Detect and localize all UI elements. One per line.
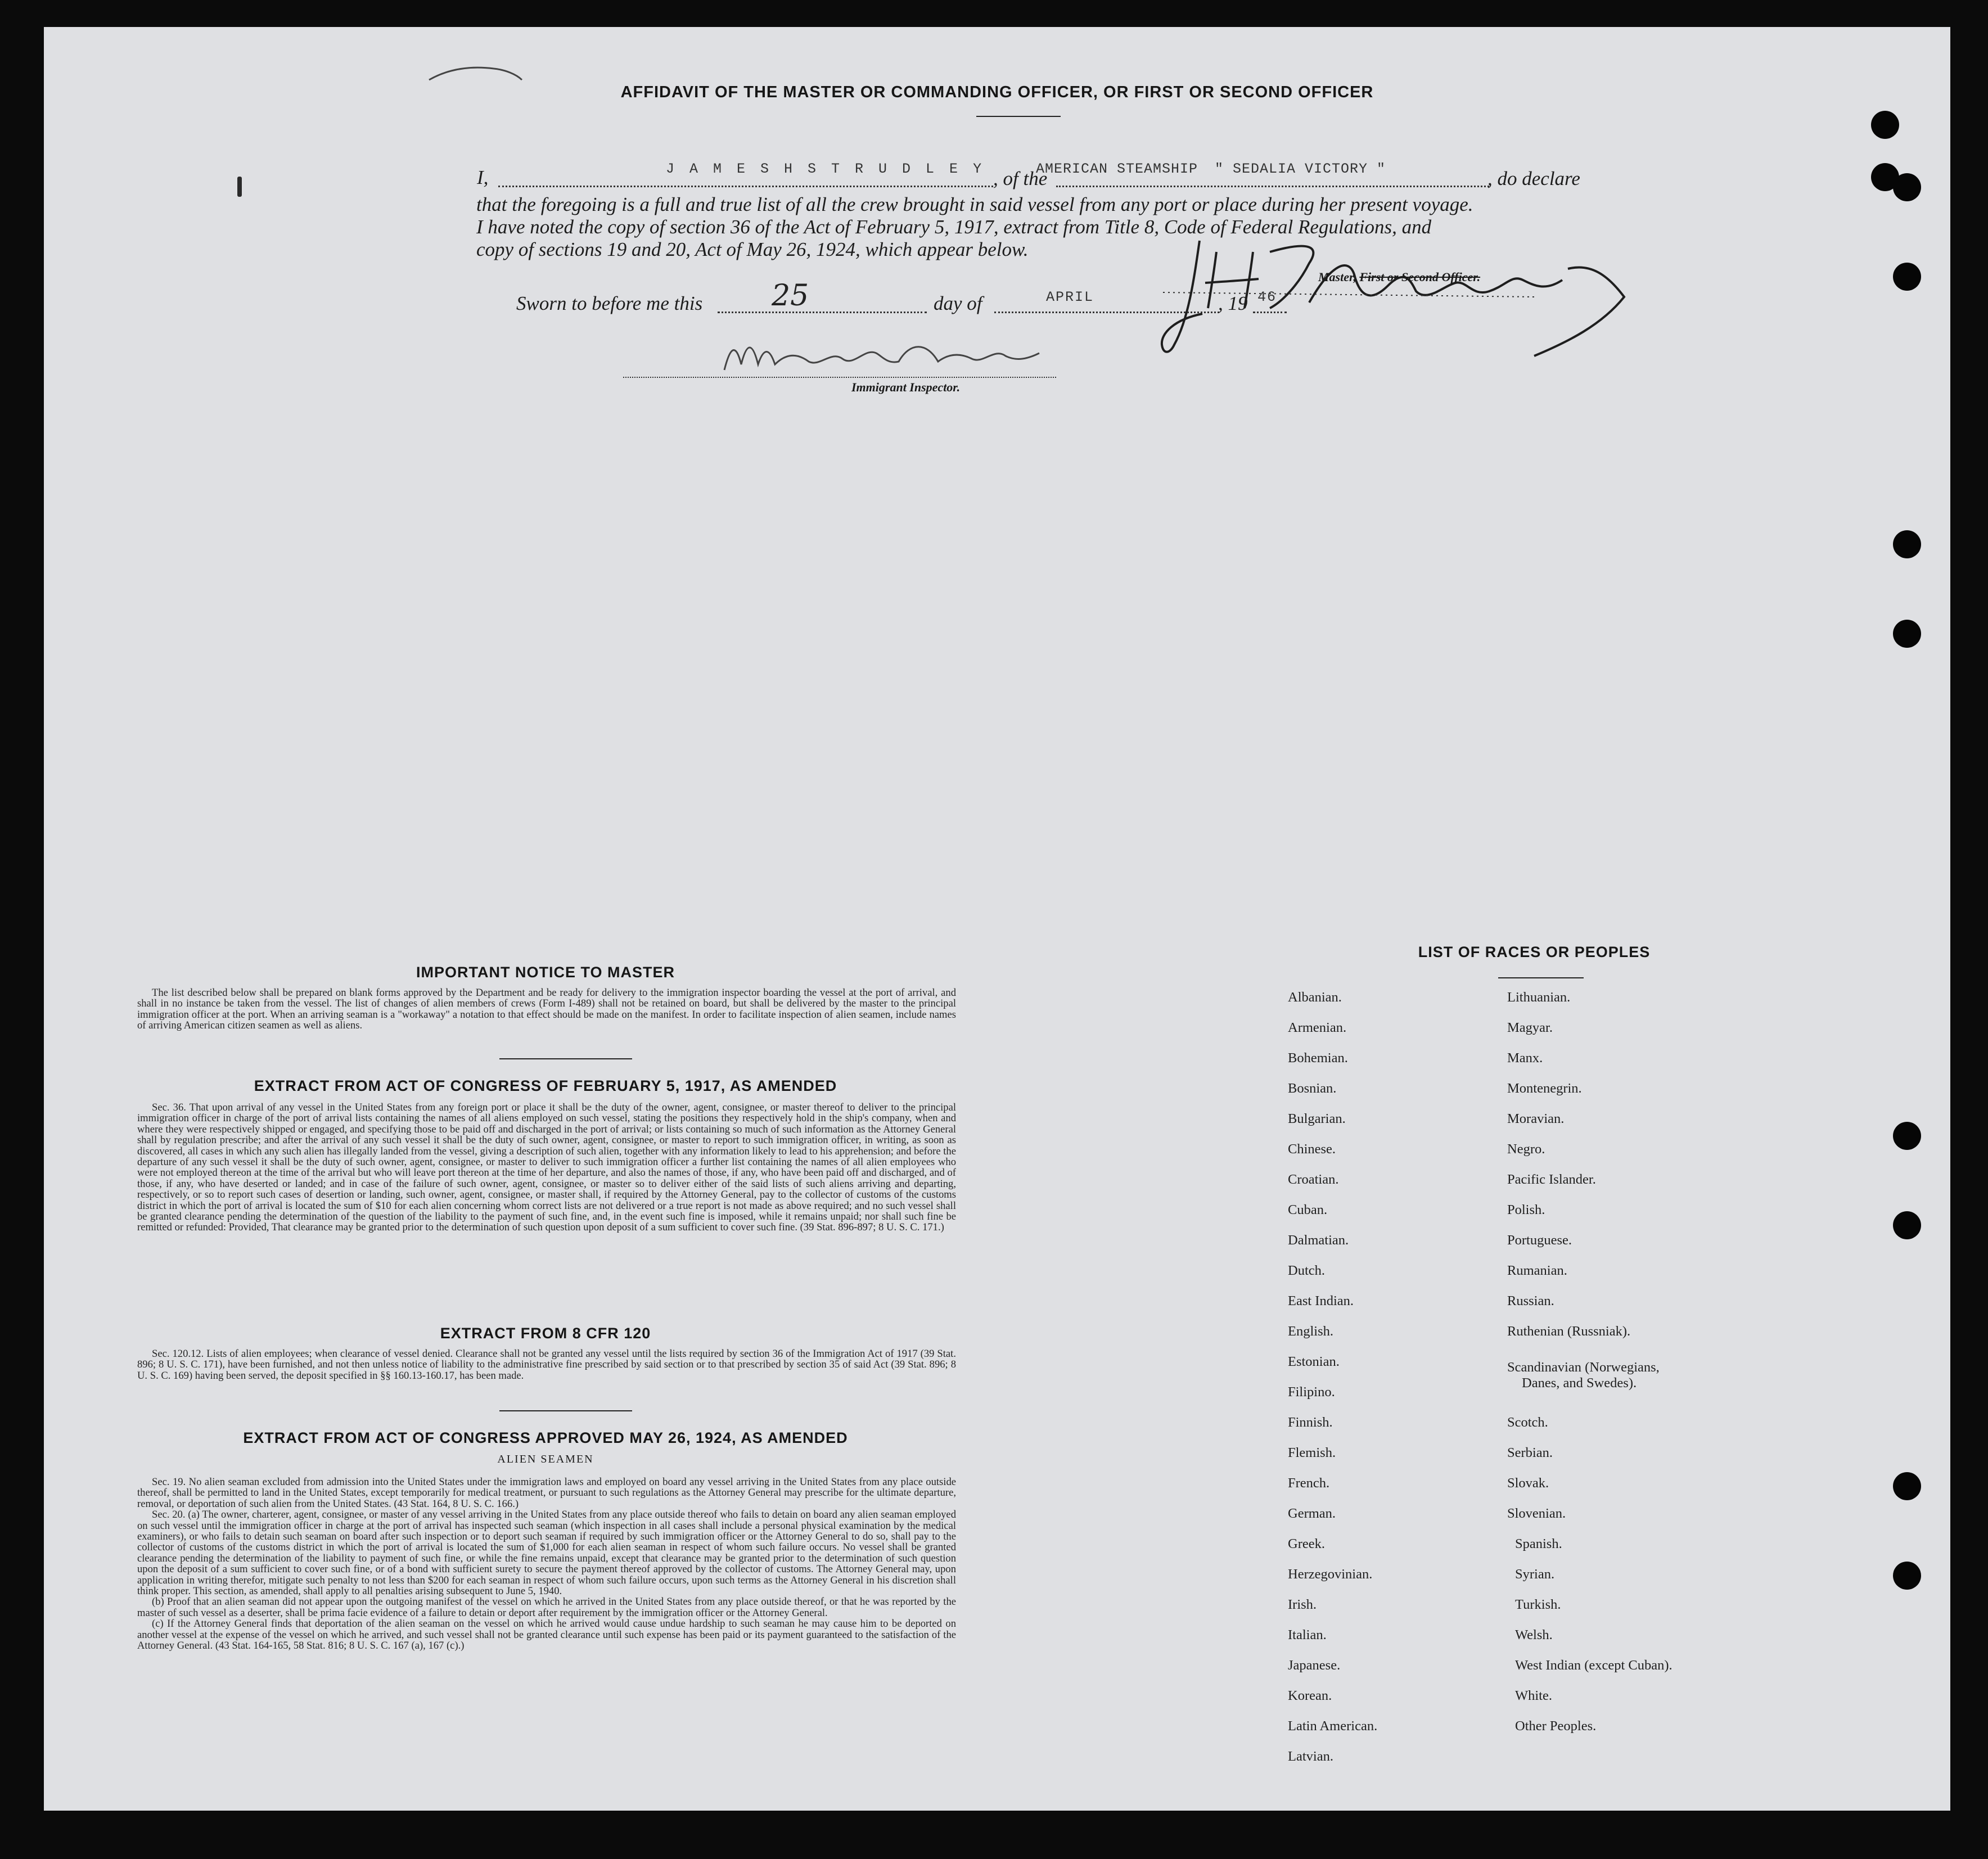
notice-title: IMPORTANT NOTICE TO MASTER [416,964,675,981]
declaration-line-2: that the foregoing is a full and true list of all the crew brought in said vessel from any port or place during her present voyage. [476,193,1473,215]
master-name-field-line [498,186,993,187]
race-item: Latin American. [1288,1718,1378,1734]
race-item: Herzegovinian. [1288,1567,1373,1582]
affidavit-title: AFFIDAVIT OF THE MASTER OR COMMANDING OFFICER, OR FIRST OR SECOND OFFICER [620,83,1374,101]
race-item: Montenegrin. [1507,1081,1582,1096]
pencil-mark [426,63,528,85]
do-declare-text: , do declare [1487,168,1580,189]
punch-hole [1871,111,1899,139]
alien-seamen-subtitle: ALIEN SEAMEN [497,1453,594,1465]
race-item: Welsh. [1515,1627,1553,1643]
race-item: Irish. [1288,1597,1317,1612]
race-item: Magyar. [1507,1020,1553,1035]
notice-body: The list described below shall be prepared on blank forms approved by the Department and be ready for delivery to the immigration inspector boarding the vessel at the port of arrival, and shall in no instance be taken from the vessel. The list of changes of alien members of crews (Form I-489) shall not be retained on board, but shall be delivered by the master to the principal immigration officer at the port. When an arriving seaman is a "workaway" a notation to that effect should be made on the manifest. In order to facilitate inspection of alien seamen, include names of arriving American citizen seamen as well as aliens. [137,987,956,1032]
year-suffix-typed: 46 [1257,289,1277,305]
race-item: Serbian. [1507,1445,1553,1460]
extract-cfr-body: Sec. 120.12. Lists of alien employees; when clearance of vessel denied. Clearance shall not be granted any vessel until the lists required by section 36 of the Immigration Act of 1917 (39 Stat. 896; 8 U. S. C. 171), have been furnished, and not then unless notice of liability to the administrative fine prescribed by said section or to that prescribed by section 35 of said Act (39 Stat. 896; 8 U. S. C. 169) having been served, the deposit specified in §§ 160.13-160.17, has been made. [137,1348,956,1382]
i-word: I, [477,166,489,188]
sworn-month-typed: APRIL [1046,289,1094,305]
race-item: Cuban. [1288,1202,1328,1217]
race-item: Latvian. [1288,1749,1333,1764]
inspector-field-line [623,377,1056,378]
race-item: Pacific Islander. [1507,1172,1596,1187]
race-item: West Indian (except Cuban). [1515,1658,1673,1673]
race-item: Armenian. [1288,1020,1347,1035]
race-item: Filipino. [1288,1384,1335,1400]
race-item: Portuguese. [1507,1233,1572,1248]
punch-hole [1893,1122,1921,1150]
race-item: Rumanian. [1507,1263,1567,1278]
master-signature [1140,229,1635,364]
vessel-name-typed: " SEDALIA VICTORY " [1215,161,1386,177]
declaration-line-4: copy of sections 19 and 20, Act of May 26, 1924, which appear below. [476,238,1029,260]
master-name-typed: J A M E S H S T R U D L E Y [666,161,985,177]
extract-1924-body [137,1477,956,1652]
race-item: White. [1515,1688,1552,1703]
race-item: Lithuanian. [1507,990,1571,1005]
race-item: Flemish. [1288,1445,1336,1460]
section-20a: Sec. 20. (a) The owner, charterer, agent, consignee, or master of any vessel arriving in the United States from any place outside thereof who fails to detain on board any alien seaman employed on such vessel until the immigration officer in charge at the port of arrival has inspected such seaman (which inspection in all cases shall include a personal physical examination by the medical examiners), or who fails to detain such seaman on board after such inspection or to deport such seaman if required by such immigration officer or the Attorney General to do so, shall pay to the collector of customs of the customs district in which the port of arrival is located the sum of $1,000 for each alien seaman in respect of whom such failure occurs. No vessel shall be granted clearance pending the determination of the liability to payment of such fine, or while the fine remains unpaid, except that clearance may be granted prior to the determination of such question upon the deposit of a sum sufficient to cover such fine, or of a bond with sufficient surety to secure the payment thereof approved by the collector of customs. The Attorney General may, upon application in writing therefor, mitigate such penalty to not less than $200 for each seaman in respect of whom such failure occurs, upon such terms as the Attorney General in his discretion shall think proper. This section, as amended, shall apply to all penalties arising subsequent to June 5, 1940. [137,1509,956,1598]
master-caption: Master, First or Second Officer. [1318,270,1481,284]
race-item: Dutch. [1288,1263,1325,1278]
race-item: Slovak. [1507,1476,1549,1491]
race-item: Turkish. [1515,1597,1561,1612]
race-item: Moravian. [1507,1111,1565,1126]
race-item: Estonian. [1288,1354,1340,1369]
punch-hole [1893,1562,1921,1590]
race-item: Chinese. [1288,1141,1336,1157]
declaration-line-1 [477,163,488,192]
race-item: Other Peoples. [1515,1718,1597,1734]
punch-hole [1893,1472,1921,1500]
notice-divider [499,1058,632,1059]
race-item: Russian. [1507,1293,1554,1308]
race-item: East Indian. [1288,1293,1354,1308]
race-item: Syrian. [1515,1567,1555,1582]
race-item: Danes, and Swedes). [1522,1375,1637,1391]
race-item: Ruthenian (Russniak). [1507,1324,1631,1339]
title-divider [976,116,1061,117]
races-divider [1498,977,1584,978]
punch-hole [1893,263,1921,291]
extract-1917-title: EXTRACT FROM ACT OF CONGRESS OF FEBRUARY 5, 1917, AS AMENDED [254,1077,837,1094]
race-item: Bulgarian. [1288,1111,1346,1126]
punch-hole [1893,1211,1921,1239]
declaration-line-3: I have noted the copy of section 36 of the Act of February 5, 1917, extract from Title 8, Code of Federal Regulations, and [476,216,1432,238]
vessel-field-line [1056,186,1489,187]
inspector-caption: Immigrant Inspector. [851,380,961,394]
extract-1924-title: EXTRACT FROM ACT OF CONGRESS APPROVED MAY 26, 1924, AS AMENDED [243,1429,848,1446]
race-item: Slovenian. [1507,1506,1566,1521]
races-right-column [1507,990,1822,1794]
inspector-signature [713,331,1062,381]
of-the-text: , of the [993,168,1048,189]
race-item: German. [1288,1506,1336,1521]
section-20c: (c) If the Attorney General finds that deportation of the alien seaman on the vessel on which he arrived would cause undue hardship to such seaman he may cause him to be deported on another vessel at the expense of the vessel on which he arrived, and such vessel shall not be granted clearance until such expense has been paid or its payment guaranteed to the satisfaction of the Attorney General. (43 Stat. 164-165, 58 Stat. 816; 8 U. S. C. 167 (a), 167 (c).) [137,1618,956,1652]
vessel-type-typed: AMERICAN STEAMSHIP [1036,161,1198,177]
race-item: French. [1288,1476,1330,1491]
punch-hole [1893,530,1921,558]
year-field-line [1253,312,1287,313]
race-item: Bosnian. [1288,1081,1337,1096]
race-item: Korean. [1288,1688,1332,1703]
struck-officer-caption: First or Second Officer. [1359,270,1481,284]
day-field-line [718,312,927,313]
month-field-line [994,312,1219,313]
races-left-column [1288,990,1490,1794]
day-of-text: day of [934,292,982,314]
section-20b: (b) Proof that an alien seaman did not appear upon the outgoing manifest of the vessel on which he arrived in the United States from any place outside thereof, or that he was reported by the master of such vessel as a deserter, shall be prima facie evidence of a failure to detain or deport after requirement by the immigration officer or the Attorney General. [137,1596,956,1619]
race-item: Scandinavian (Norwegians, [1507,1360,1660,1375]
race-item: Scotch. [1507,1415,1548,1430]
punch-hole [1893,173,1921,201]
race-item: Albanian. [1288,990,1342,1005]
cfr-divider [499,1410,632,1411]
extract-cfr-title: EXTRACT FROM 8 CFR 120 [440,1325,651,1342]
race-item: Croatian. [1288,1172,1339,1187]
race-item: Negro. [1507,1141,1545,1157]
sworn-prefix: Sworn to before me this [516,292,703,314]
extract-1917-body: Sec. 36. That upon arrival of any vessel in the United States from any foreign port or place it shall be the duty of the owner, agent, consignee, or master thereof to deliver to the principal immigration officer in charge of the port of arrival lists containing the names of all aliens employed on such vessel, stating the positions they respectively hold in the ship's company, when and where they were respectively shipped or engaged, and specifying those to be paid off and discharged in the port of arrival; or lists containing so much of such information as the Attorney General shall by regulation prescribe; and after the arrival of any such vessel it shall be the duty of such owner, agent, consignee, or master to report to such immigration officer, in writing, as soon as discovered, all cases in which any such alien has illegally landed from the vessel, giving a description of such alien, together with any information likely to lead to his apprehension; and before the departure of any such vessel it shall be the duty of such owner, agent, consignee, or master to deliver to such immigration officer a further list containing the names of all alien employees who were not employed thereon at the time of the arrival but who will leave port thereon at the time of her departure, and also the names of those, if any, who have been paid off and discharged, and of those, if any, who have deserted or landed; and in case of the failure of such owner, agent, consignee, or master so to deliver either of the said lists of such aliens arriving and departing, respectively, or so to report such cases of desertion or landing, such owner, agent, consignee, or master shall, if required by the Attorney General, pay to the collector of customs of the customs district in which the port of arrival is located the sum of $10 for each alien concerning whom correct lists are not delivered or a true report is not made as above required; and no such vessel shall be granted clearance pending the determination of the question of the liability to the payment of such fine, and, in the event such fine is imposed, while it remains unpaid; nor shall such fine be remitted or refunded: Provided, That clearance may be granted prior to the determination of such question upon deposit of a sum sufficient to cover such fine. (39 Stat. 896-897; 8 U. S. C. 171.) [137,1102,956,1234]
race-item: Greek. [1288,1536,1325,1551]
race-item: Manx. [1507,1050,1543,1066]
ink-mark [237,177,242,197]
race-item: Spanish. [1515,1536,1562,1551]
race-item: Italian. [1288,1627,1327,1643]
race-item: Finnish. [1288,1415,1333,1430]
section-19: Sec. 19. No alien seaman excluded from admission into the United States under the immigration laws and employed on board any vessel arriving in the United States from any place outside thereof, shall be permitted to land in the United States, except temporarily for medical treatment, or pursuant to such regulations as the Attorney General may prescribe for the ultimate departure, removal, or deportation of such alien from the United States. (43 Stat. 164, 8 U. S. C. 166.) [137,1476,956,1510]
race-item: Dalmatian. [1288,1233,1349,1248]
race-item: Japanese. [1288,1658,1341,1673]
race-item: Polish. [1507,1202,1545,1217]
races-title: LIST OF RACES OR PEOPLES [1418,944,1651,960]
year-prefix: , 19 [1218,292,1248,314]
punch-hole [1893,620,1921,648]
document-page [44,27,1950,1811]
sworn-day-handwritten: 25 [772,279,809,313]
race-item: Bohemian. [1288,1050,1348,1066]
race-item: English. [1288,1324,1333,1339]
